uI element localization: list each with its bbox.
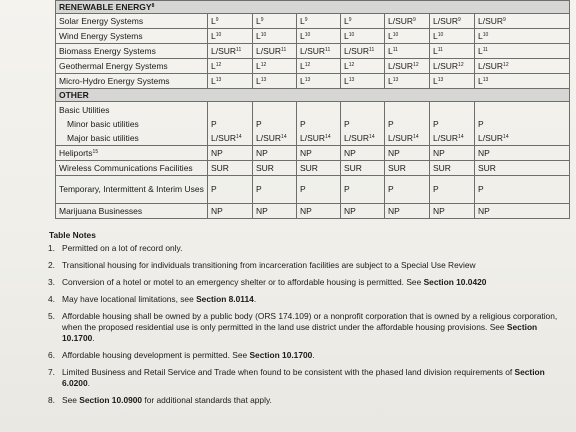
- table-cell: [297, 14, 341, 29]
- table-cell: [385, 74, 430, 89]
- table-cell: [430, 44, 475, 59]
- table-row-geothermal: [56, 59, 570, 74]
- row-label-cell: [56, 204, 208, 219]
- cell-code: NP: [388, 205, 400, 216]
- section-header-other: [56, 89, 570, 102]
- footnote-ref: 11: [325, 46, 331, 53]
- table-row-wind: [56, 29, 570, 44]
- footnote-ref: 9: [413, 16, 416, 23]
- table-cell: [430, 102, 475, 146]
- table-cell: [430, 204, 475, 219]
- table-row-solar: [56, 14, 570, 29]
- cell-code: L/SUR: [256, 45, 282, 56]
- note-item: [47, 277, 567, 288]
- row-label: Wind Energy Systems: [59, 30, 143, 41]
- row-label: Heliports: [59, 147, 93, 158]
- cell-code: L: [256, 75, 261, 86]
- table-cell: [385, 102, 430, 146]
- cell-code: NP: [256, 147, 268, 158]
- cell-code: P: [388, 184, 394, 194]
- cell-code: P: [433, 119, 439, 129]
- table-cell: [208, 161, 253, 176]
- section-title: RENEWABLE ENERGY: [59, 2, 152, 12]
- cell-code: P: [211, 184, 217, 194]
- cell-code: L: [388, 45, 393, 56]
- table-notes: [47, 230, 567, 412]
- cell-code: P: [433, 184, 439, 194]
- note-number: 2.: [48, 260, 55, 270]
- cell-code: L/SUR: [388, 133, 414, 143]
- notes-title: Table Notes: [49, 230, 96, 240]
- cell-code: L: [478, 45, 483, 56]
- table-cell: [341, 29, 385, 44]
- cell-code: L: [388, 75, 393, 86]
- table-cell: [297, 176, 341, 204]
- footnote-ref: 11: [437, 46, 443, 53]
- cell-code: L/SUR: [211, 133, 237, 143]
- cell-code: L/SUR: [478, 15, 504, 26]
- section-header-renewable: [56, 1, 570, 14]
- note-item: [47, 350, 567, 361]
- cell-code: NP: [388, 147, 400, 158]
- table-row-marijuana: [56, 204, 570, 219]
- cell-code: L: [256, 15, 261, 26]
- land-use-table: [55, 0, 570, 219]
- note-text: Affordable housing development is permitted. See: [62, 350, 250, 360]
- cell-code: L: [300, 30, 305, 41]
- table-cell: [430, 176, 475, 204]
- section-header-cell: [56, 1, 570, 14]
- cell-code: P: [300, 184, 306, 194]
- row-label-cell: [56, 59, 208, 74]
- footnote-ref: 13: [392, 76, 399, 83]
- cell-code: SUR: [388, 162, 406, 173]
- notes-list: [47, 243, 567, 406]
- row-label-cell: [56, 29, 208, 44]
- footnote-ref: 14: [503, 134, 509, 140]
- cell-code: L/SUR: [211, 45, 237, 56]
- table-cell: [253, 14, 297, 29]
- note-text: .: [312, 350, 315, 360]
- cell-code: P: [344, 119, 350, 129]
- cell-code: SUR: [211, 162, 229, 173]
- cell-code: L/SUR: [344, 133, 370, 143]
- footnote-ref: 8: [151, 3, 155, 9]
- note-number: 4.: [48, 294, 55, 304]
- footnote-ref: 14: [413, 134, 419, 140]
- cell-code: NP: [344, 147, 356, 158]
- table-cell: [341, 146, 385, 161]
- cell-code: P: [256, 119, 262, 129]
- table-cell: [253, 102, 297, 146]
- table-cell: [208, 176, 253, 204]
- row-label-cell: [56, 74, 208, 89]
- section-reference: Section 10.0900: [79, 395, 143, 405]
- note-item: [47, 294, 567, 305]
- cell-code: L: [388, 30, 393, 41]
- row-label-cell: [56, 14, 208, 29]
- table-cell: [253, 59, 297, 74]
- row-label-cell: [56, 146, 208, 161]
- row-label: Basic Utilities: [59, 105, 110, 115]
- table-row-heliports: [56, 146, 570, 161]
- footnote-ref: 10: [392, 31, 399, 38]
- cell-code: NP: [344, 205, 356, 216]
- cell-code: L: [211, 75, 216, 86]
- cell-code: P: [344, 184, 350, 194]
- note-item: [47, 260, 567, 271]
- note-number: 3.: [48, 277, 55, 287]
- cell-code: L: [300, 60, 305, 71]
- table-cell: [341, 161, 385, 176]
- table-cell: [475, 176, 570, 204]
- table-cell: [297, 74, 341, 89]
- cell-code: P: [256, 184, 262, 194]
- table-row-temporary: [56, 176, 570, 204]
- note-text: Conversion of a hotel or motel to an emergency shelter or to affordable housing is permitted. See: [62, 277, 424, 287]
- table-cell: [297, 204, 341, 219]
- section-reference: Section 8.0114: [196, 294, 254, 304]
- table-cell: [297, 146, 341, 161]
- table-cell: [208, 146, 253, 161]
- table-cell: [208, 14, 253, 29]
- table-cell: [385, 59, 430, 74]
- cell-code: L/SUR: [344, 45, 370, 56]
- table-cell: [253, 29, 297, 44]
- cell-code: L/SUR: [433, 60, 459, 71]
- cell-code: L/SUR: [256, 133, 282, 143]
- note-text: .: [92, 333, 95, 343]
- table-cell: [475, 14, 570, 29]
- cell-code: L/SUR: [433, 15, 459, 26]
- cell-code: L: [433, 30, 438, 41]
- table-cell: [297, 29, 341, 44]
- footnote-ref: 9: [215, 16, 219, 23]
- cell-code: L/SUR: [388, 15, 414, 26]
- footnote-ref: 14: [369, 134, 375, 140]
- row-label-minor: Minor basic utilities: [67, 119, 139, 129]
- cell-code: L: [211, 30, 216, 41]
- table-cell: [430, 146, 475, 161]
- footnote-ref: 13: [482, 76, 489, 83]
- table-cell: [253, 161, 297, 176]
- footnote-ref: 13: [215, 76, 222, 83]
- row-label: Biomass Energy Systems: [59, 45, 156, 56]
- table-row-biomass: [56, 44, 570, 59]
- note-text: Limited Business and Retail Service and Trade when found to be consistent with the phased land division requirements of: [62, 367, 515, 377]
- cell-code: NP: [433, 147, 445, 158]
- table-cell: [208, 102, 253, 146]
- note-number: 1.: [48, 243, 55, 253]
- cell-code: L: [300, 75, 305, 86]
- cell-code: L: [256, 60, 261, 71]
- footnote-ref: 10: [260, 31, 267, 38]
- table-cell: [385, 204, 430, 219]
- table-cell: [475, 74, 570, 89]
- row-label: Micro-Hydro Energy Systems: [59, 75, 170, 86]
- footnote-ref: 13: [348, 76, 355, 83]
- cell-code: NP: [211, 147, 223, 158]
- cell-code: NP: [300, 147, 312, 158]
- cell-code: L/SUR: [300, 133, 326, 143]
- table-cell: [430, 74, 475, 89]
- table-cell: [253, 204, 297, 219]
- footnote-ref: 12: [413, 61, 419, 68]
- cell-code: L: [344, 60, 349, 71]
- note-number: 8.: [48, 395, 55, 405]
- note-text: Permitted on a lot of record only.: [62, 243, 183, 253]
- table-cell: [475, 161, 570, 176]
- table-cell: [385, 29, 430, 44]
- table-cell: [430, 29, 475, 44]
- section-reference: Section 10.1700: [249, 350, 313, 360]
- note-text: .: [253, 294, 257, 304]
- table-cell: [430, 161, 475, 176]
- cell-code: NP: [433, 205, 445, 216]
- footnote-ref: 11: [482, 46, 488, 53]
- table-cell: [475, 146, 570, 161]
- cell-code: L: [478, 30, 483, 41]
- section-reference: Section 10.1700: [62, 322, 538, 343]
- footnote-ref: 11: [392, 46, 398, 53]
- footnote-ref: 11: [236, 46, 242, 53]
- table-cell: [208, 204, 253, 219]
- table-row-microhydro: [56, 74, 570, 89]
- table-cell: [385, 146, 430, 161]
- note-number: 6.: [48, 350, 55, 360]
- footnote-ref: 10: [304, 31, 311, 38]
- cell-code: L: [300, 15, 305, 26]
- footnote-ref: 14: [458, 134, 464, 140]
- footnote-ref: 13: [260, 76, 267, 83]
- table-cell: [341, 44, 385, 59]
- row-label-major: Major basic utilities: [67, 133, 139, 143]
- note-text: Affordable housing shall be owned by a public body (ORS 174.109) or a nonprofit corporation that is owned by a religious corporation, when the proposed residential use is only permitted in the land use district under the affordable housing provisions. See: [62, 311, 558, 332]
- cell-code: P: [388, 119, 394, 129]
- cell-code: L: [478, 75, 483, 86]
- footnote-ref: 11: [281, 46, 287, 53]
- cell-code: L/SUR: [388, 60, 414, 71]
- cell-code: P: [478, 184, 484, 194]
- cell-code: NP: [300, 205, 312, 216]
- table-cell: [341, 176, 385, 204]
- note-number: 7.: [48, 367, 55, 377]
- table-cell: [253, 74, 297, 89]
- cell-code: P: [211, 119, 217, 129]
- footnote-ref: 14: [325, 134, 331, 140]
- footnote-ref: 9: [503, 16, 506, 23]
- note-item: [47, 367, 567, 389]
- cell-code: L: [433, 45, 438, 56]
- table-cell: [385, 176, 430, 204]
- table-cell: [341, 59, 385, 74]
- table-cell: [253, 176, 297, 204]
- table-cell: [475, 204, 570, 219]
- table-row-wireless: [56, 161, 570, 176]
- cell-code: L: [211, 60, 216, 71]
- cell-code: SUR: [300, 162, 318, 173]
- footnote-ref: 10: [482, 31, 489, 38]
- table-cell: [385, 14, 430, 29]
- footnote-ref: 14: [281, 134, 287, 140]
- table-cell: [208, 29, 253, 44]
- footnote-ref: 12: [348, 61, 355, 68]
- row-label: Wireless Communications Facilities: [59, 162, 193, 173]
- cell-code: L: [256, 30, 261, 41]
- table-cell: [297, 102, 341, 146]
- table-cell: [475, 44, 570, 59]
- cell-code: L/SUR: [478, 133, 504, 143]
- cell-code: SUR: [433, 162, 451, 173]
- row-label: Marijuana Businesses: [59, 205, 143, 216]
- cell-code: SUR: [478, 162, 496, 173]
- table-cell: [385, 44, 430, 59]
- table-cell: [297, 59, 341, 74]
- table-cell: [208, 59, 253, 74]
- table-cell: [341, 204, 385, 219]
- section-header-cell: [56, 89, 570, 102]
- table-cell: [475, 59, 570, 74]
- table-cell: [430, 59, 475, 74]
- table-cell: [253, 44, 297, 59]
- note-text: May have locational limitations, see: [62, 294, 197, 304]
- cell-code: L/SUR: [433, 133, 459, 143]
- cell-code: L: [211, 15, 216, 26]
- table-cell: [341, 74, 385, 89]
- table-cell: [297, 44, 341, 59]
- note-text: for additional standards that apply.: [142, 395, 272, 405]
- row-label: Temporary, Intermittent & Interim Uses: [59, 184, 204, 194]
- cell-code: NP: [478, 147, 490, 158]
- footnote-ref: 10: [437, 31, 444, 38]
- footnote-ref: 12: [304, 61, 311, 68]
- cell-code: L/SUR: [478, 60, 504, 71]
- footnote-ref: 11: [369, 46, 375, 53]
- footnote-ref: 14: [236, 134, 242, 140]
- footnote-ref: 9: [304, 16, 308, 23]
- cell-code: P: [300, 119, 306, 129]
- table-cell: [430, 14, 475, 29]
- note-item: [47, 311, 567, 344]
- table-cell: [297, 161, 341, 176]
- cell-code: NP: [211, 205, 223, 216]
- table-cell: [385, 161, 430, 176]
- row-label-cell: [56, 161, 208, 176]
- row-label-cell: [56, 176, 208, 204]
- footnote-ref: 10: [215, 31, 222, 38]
- cell-code: P: [478, 119, 484, 129]
- cell-code: NP: [478, 205, 490, 216]
- cell-code: NP: [256, 205, 268, 216]
- footnote-ref: 15: [92, 148, 99, 155]
- table-cell: [341, 102, 385, 146]
- note-text: See: [62, 395, 80, 405]
- footnote-ref: 12: [458, 61, 464, 68]
- table-cell: [208, 44, 253, 59]
- cell-code: L: [344, 15, 349, 26]
- section-reference: Section 6.0200: [62, 367, 545, 388]
- footnote-ref: 12: [503, 61, 509, 68]
- note-number: 5.: [48, 311, 55, 321]
- cell-code: L: [344, 75, 349, 86]
- note-item: [47, 395, 567, 406]
- footnote-ref: 10: [348, 31, 355, 38]
- table-row-basic-utilities: [56, 102, 570, 146]
- cell-code: L: [344, 30, 349, 41]
- cell-code: L/SUR: [300, 45, 326, 56]
- table-cell: [208, 74, 253, 89]
- row-label-cell: [56, 102, 208, 146]
- cell-code: L: [433, 75, 438, 86]
- section-title: OTHER: [59, 90, 89, 100]
- cell-code: SUR: [256, 162, 274, 173]
- cell-code: SUR: [344, 162, 362, 173]
- footnote-ref: 12: [260, 61, 267, 68]
- row-label-cell: [56, 44, 208, 59]
- table-cell: [475, 29, 570, 44]
- note-text: .: [87, 378, 90, 388]
- note-item: [47, 243, 567, 254]
- footnote-ref: 13: [437, 76, 444, 83]
- section-reference: Section 10.0420: [423, 277, 487, 287]
- table-cell: [475, 102, 570, 146]
- table-cell: [341, 14, 385, 29]
- table-cell: [253, 146, 297, 161]
- note-text: Transitional housing for individuals transitioning from incarceration facilities are subject to a Special Use Review: [62, 260, 476, 270]
- footnote-ref: 12: [215, 61, 222, 68]
- row-label: Solar Energy Systems: [59, 15, 144, 26]
- footnote-ref: 9: [458, 16, 461, 23]
- footnote-ref: 13: [304, 76, 311, 83]
- footnote-ref: 9: [260, 16, 264, 23]
- footnote-ref: 9: [348, 16, 352, 23]
- row-label: Geothermal Energy Systems: [59, 60, 168, 71]
